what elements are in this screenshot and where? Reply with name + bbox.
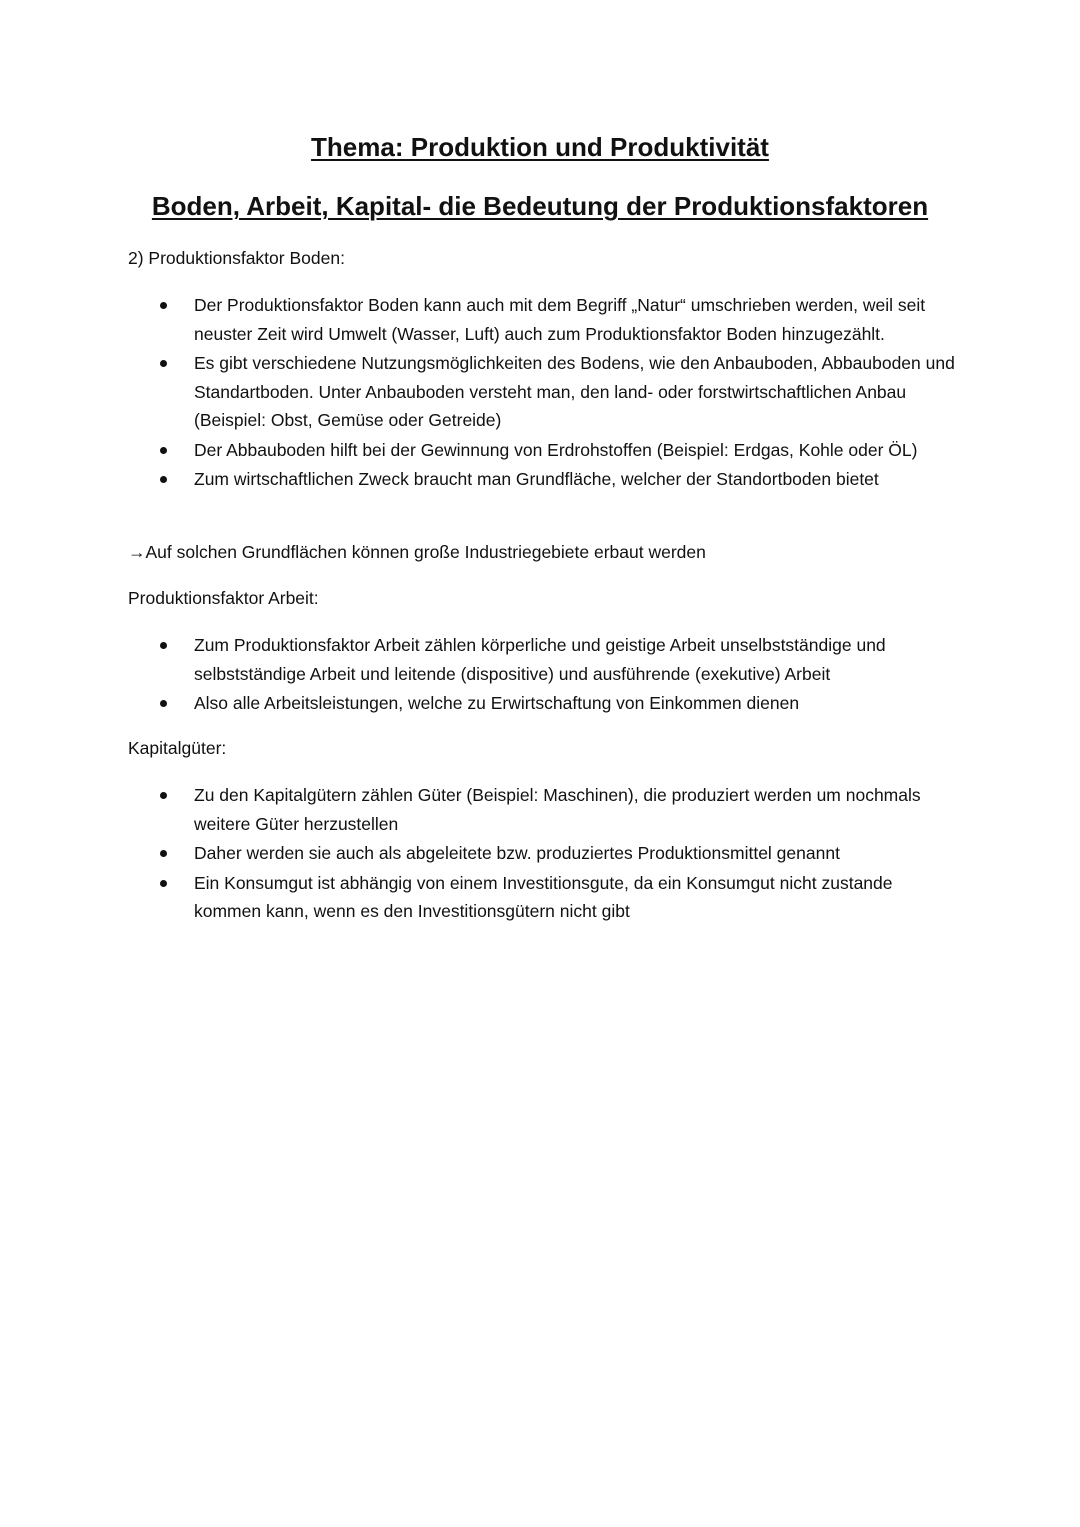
bullet-icon	[160, 447, 167, 454]
bullet-icon	[160, 850, 167, 857]
list-item-text: Zu den Kapitalgütern zählen Güter (Beispiel: Maschinen), die produziert werden um nochmals weitere Güter herzustellen	[194, 785, 921, 834]
section-label-kapital: Kapitalgüter:	[128, 738, 227, 758]
bullet-icon	[160, 476, 167, 483]
section-label-boden: 2) Produktionsfaktor Boden:	[128, 248, 345, 268]
list-item	[128, 689, 928, 718]
page-subtitle: Boden, Arbeit, Kapital- die Bedeutung der Produktionsfaktoren	[151, 191, 929, 221]
list-item	[128, 839, 928, 868]
list-item	[128, 436, 958, 465]
bullet-icon	[160, 360, 167, 367]
bullet-icon	[160, 700, 167, 707]
conclusion-line: →Auf solchen Grundflächen können große Industriegebiete erbaut werden	[128, 542, 706, 562]
section-boden	[128, 244, 978, 495]
list-item	[128, 291, 958, 348]
list-item-text: Der Abbauboden hilft bei der Gewinnung von Erdrohstoffen (Beispiel: Erdgas, Kohle oder ÖL)	[194, 439, 918, 460]
bullet-list-boden	[128, 291, 958, 494]
bullet-list-kapital	[128, 781, 928, 926]
section-label-arbeit: Produktionsfaktor Arbeit:	[128, 588, 319, 608]
bullet-icon	[160, 302, 167, 309]
list-item-text: Ein Konsumgut ist abhängig von einem Investitionsgute, da ein Konsumgut nicht zustande kommen kann, wenn es den Investitionsgütern nicht gibt	[194, 872, 893, 921]
list-item	[128, 781, 928, 838]
list-item	[128, 631, 928, 688]
list-item-text: Zum Produktionsfaktor Arbeit zählen körperliche und geistige Arbeit unselbstständige und selbstständige Arbeit und leitende (dispositive) und ausführende (exekutive) Arbeit	[194, 635, 886, 684]
list-item-text: Also alle Arbeitsleistungen, welche zu Erwirtschaftung von Einkommen dienen	[194, 693, 800, 713]
list-item-text: Zum wirtschaftlichen Zweck braucht man Grundfläche, welcher der Standortboden bietet	[194, 469, 879, 489]
list-item	[128, 465, 958, 494]
bullet-icon	[160, 792, 167, 799]
section-arbeit	[128, 584, 978, 719]
bullet-icon	[160, 880, 167, 887]
list-item-text: Der Produktionsfaktor Boden kann auch mit dem Begriff „Natur“ umschrieben werden, weil seit neuster Zeit wird Umwelt (Wasser, Luft) auch zum Produktionsfaktor Boden hinzugezählt.	[194, 295, 926, 344]
bullet-icon	[160, 642, 167, 649]
list-item	[128, 869, 928, 926]
page-title: Thema: Produktion und Produktivität	[311, 132, 769, 162]
list-item-text: Daher werden sie auch als abgeleitete bzw. produziertes Produktionsmittel genannt	[194, 843, 840, 863]
section-kapital	[128, 734, 978, 927]
list-item-text: Es gibt verschiedene Nutzungsmöglichkeiten des Bodens, wie den Anbauboden, Abbauboden und Standartboden. Unter Anbauboden versteht man, den land- oder forstwirtschaftlichen Anbau (Beispiel: Obst, Gemüse oder Getreide)	[194, 353, 955, 430]
bullet-list-arbeit	[128, 631, 928, 718]
list-item	[128, 349, 958, 435]
